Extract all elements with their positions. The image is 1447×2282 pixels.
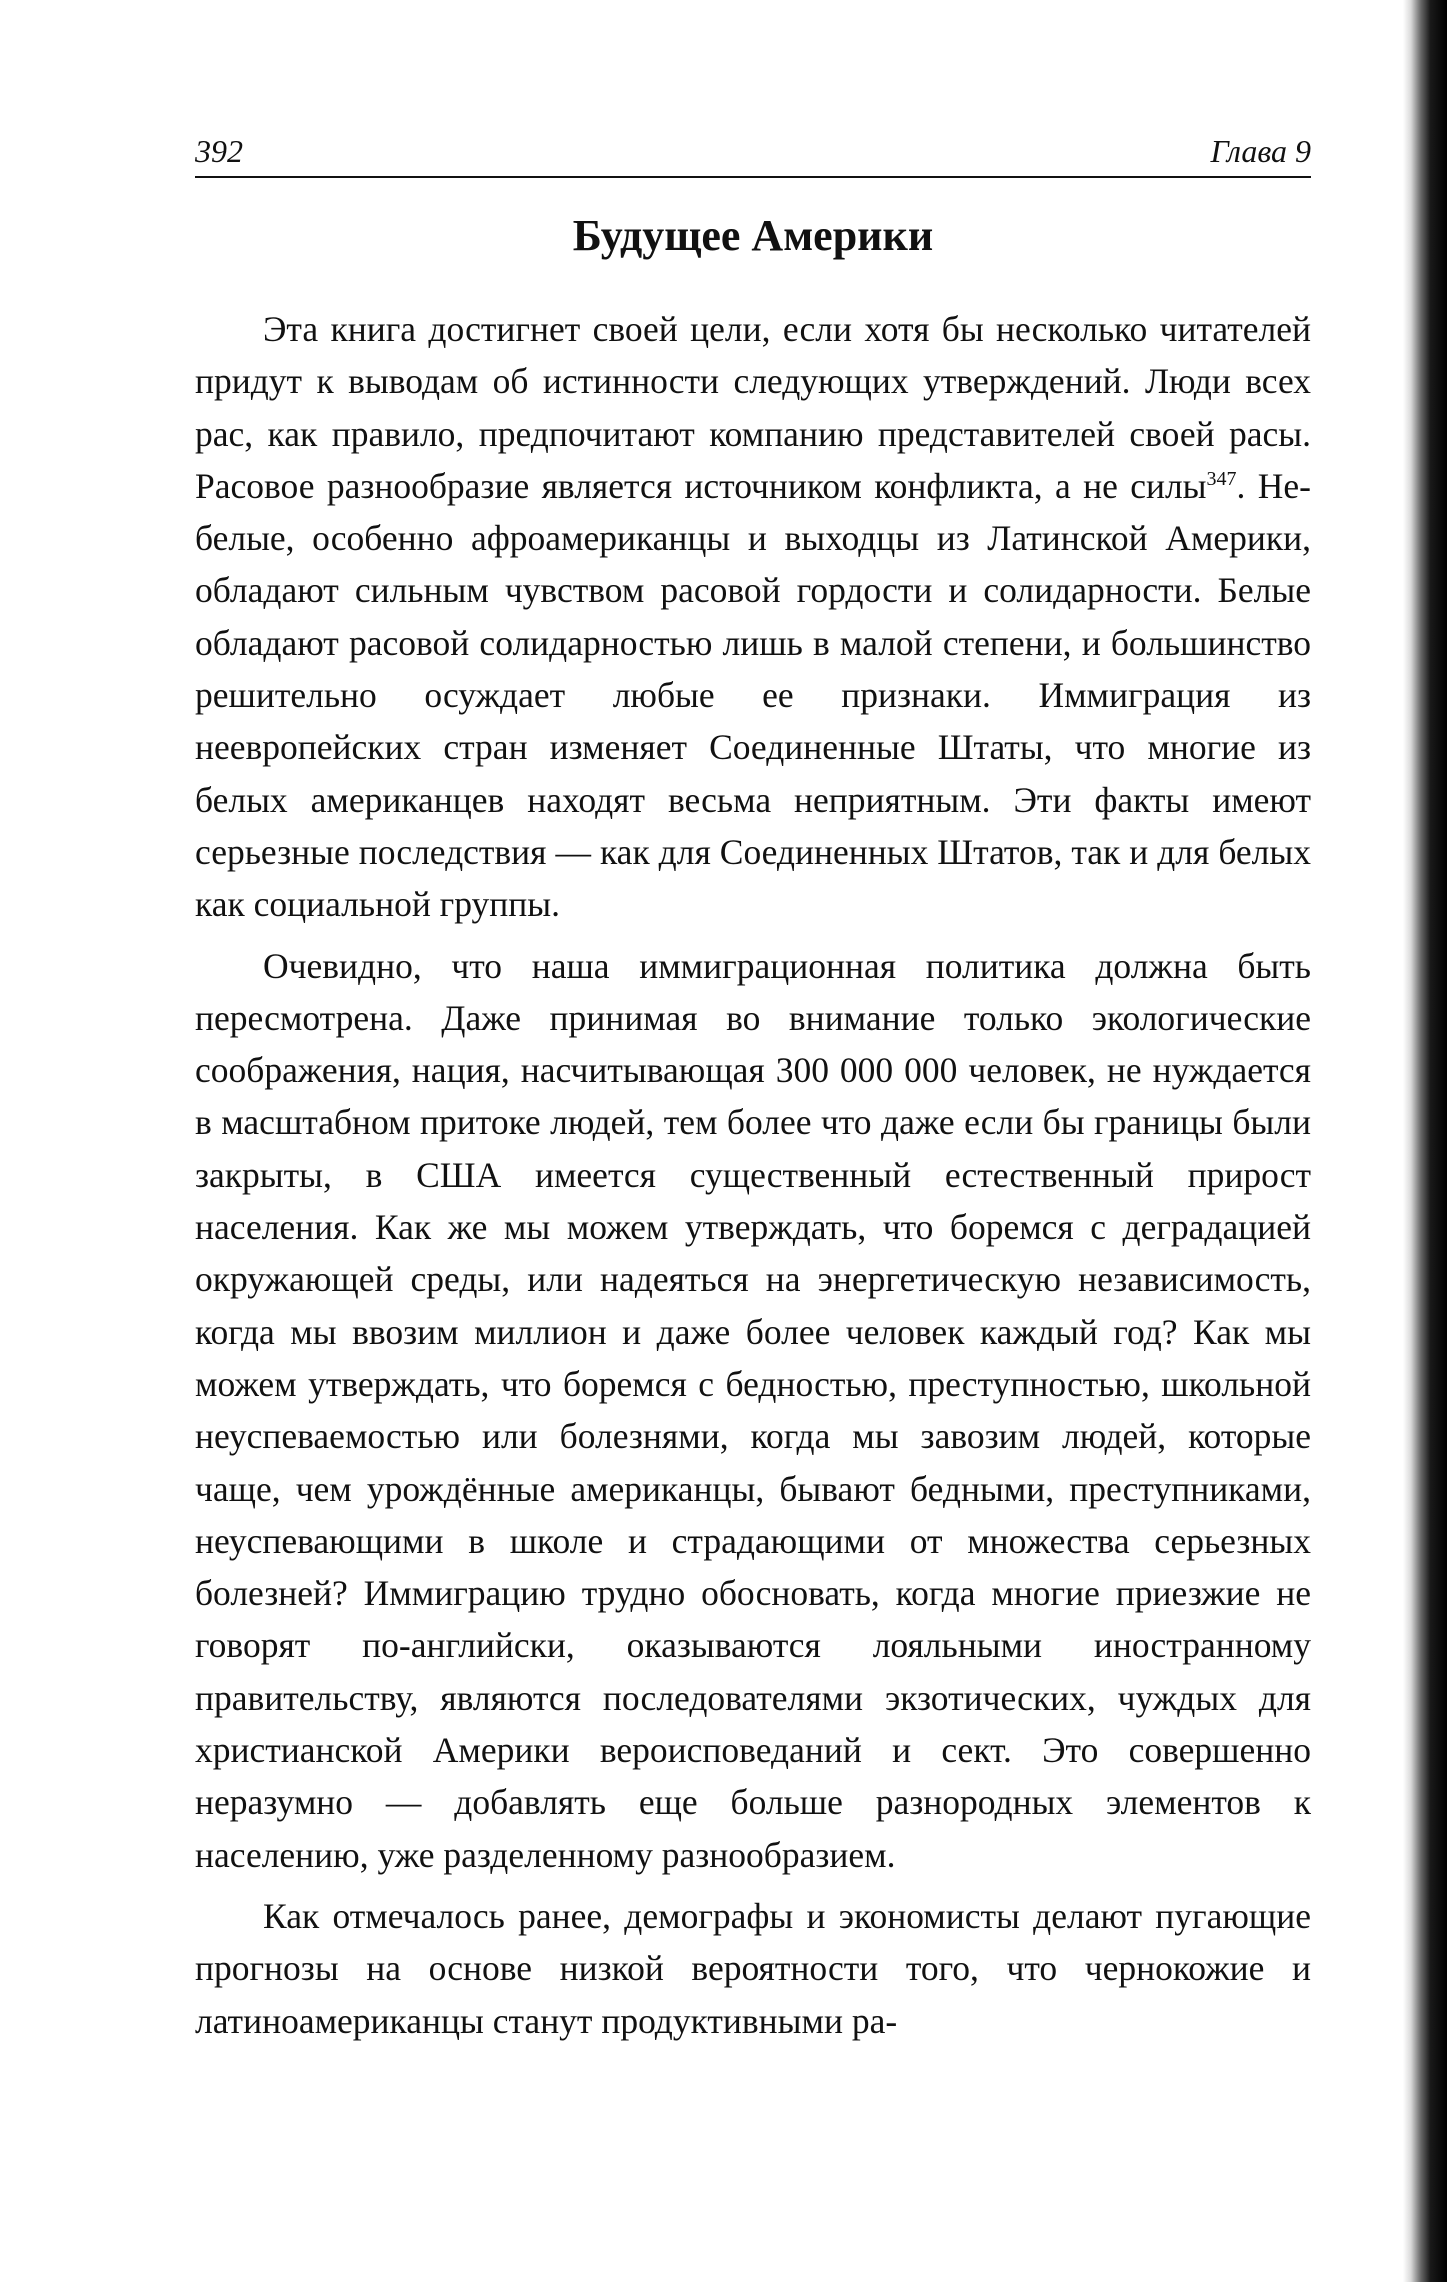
paragraph-3: Как отмечалось ранее, демографы и экономисты делают пугающие прогнозы на основе низкой вероятности того, что чернокожие и латиноамериканцы станут продуктивными ра- [195,1895,1311,2041]
footnote-ref: 347 [1206,468,1237,491]
section-title: Будущее Америки [572,211,934,260]
running-head [195,128,1311,178]
paragraph-1-text-b: . Не-белые, особенно афроамериканцы и выходцы из Латинской Америки, обладают сильным чувством расовой гордости и солидарности. Белые обладают расовой солидарностью лишь в малой степени, и большинство решительно осуждает любые ее признаки. Иммиграция из неевропейских стран изменяет Соединенные Штаты, что многие из белых американцев находят весьма неприятным. Эти факты имеют серьезные последствия — как для Соединенных Штатов, так и для белых как социальной группы. [195,465,1312,925]
page-binding-edge [1403,0,1447,2282]
paragraph-1-text-a: Эта книга достигнет своей цели, если хотя бы несколько читателей придут к выводам об истинности следующих утверждений. Люди всех рас, как правило, предпочитают компанию представителей своей расы. Расовое разнообразие является источником конфликта, а не силы [195,309,1311,506]
paragraph-2: Очевидно, что наша иммиграционная политика должна быть пересмотрена. Даже принимая во внимание только экологические соображения, нация, насчитывающая 300 000 000 человек, не нуждается в масштабном притоке людей, тем более что даже если бы границы были закрыты, в США имеется существенный естественный прирост населения. Как же мы можем утверждать, что боремся с деградацией окружающей среды, или надеяться на энергетическую независимость, когда мы ввозим миллион и даже более человек каждый год? Как мы можем утверждать, что боремся с бедностью, преступностью, школьной неуспеваемостью или болезнями, когда мы завозим людей, которые чаще, чем урождённые американцы, бывают бедными, преступниками, неуспевающими в школе и страдающими от множества серьезных болезней? Иммиграцию трудно обосновать, когда многие приезжие не говорят по-английски, оказываются лояльными иностранному правительству, являются последователями экзотических, чуждых для христианской Америки вероисповеданий и сект. Это совершенно неразумно — добавлять еще больше разнородных элементов к населению, уже разделенному разнообразием. [195,945,1311,1875]
paragraph-1 [195,303,1311,931]
chapter-label: Глава 9 [1210,133,1311,169]
page-number: 392 [195,133,243,169]
body-text [195,303,1311,2056]
